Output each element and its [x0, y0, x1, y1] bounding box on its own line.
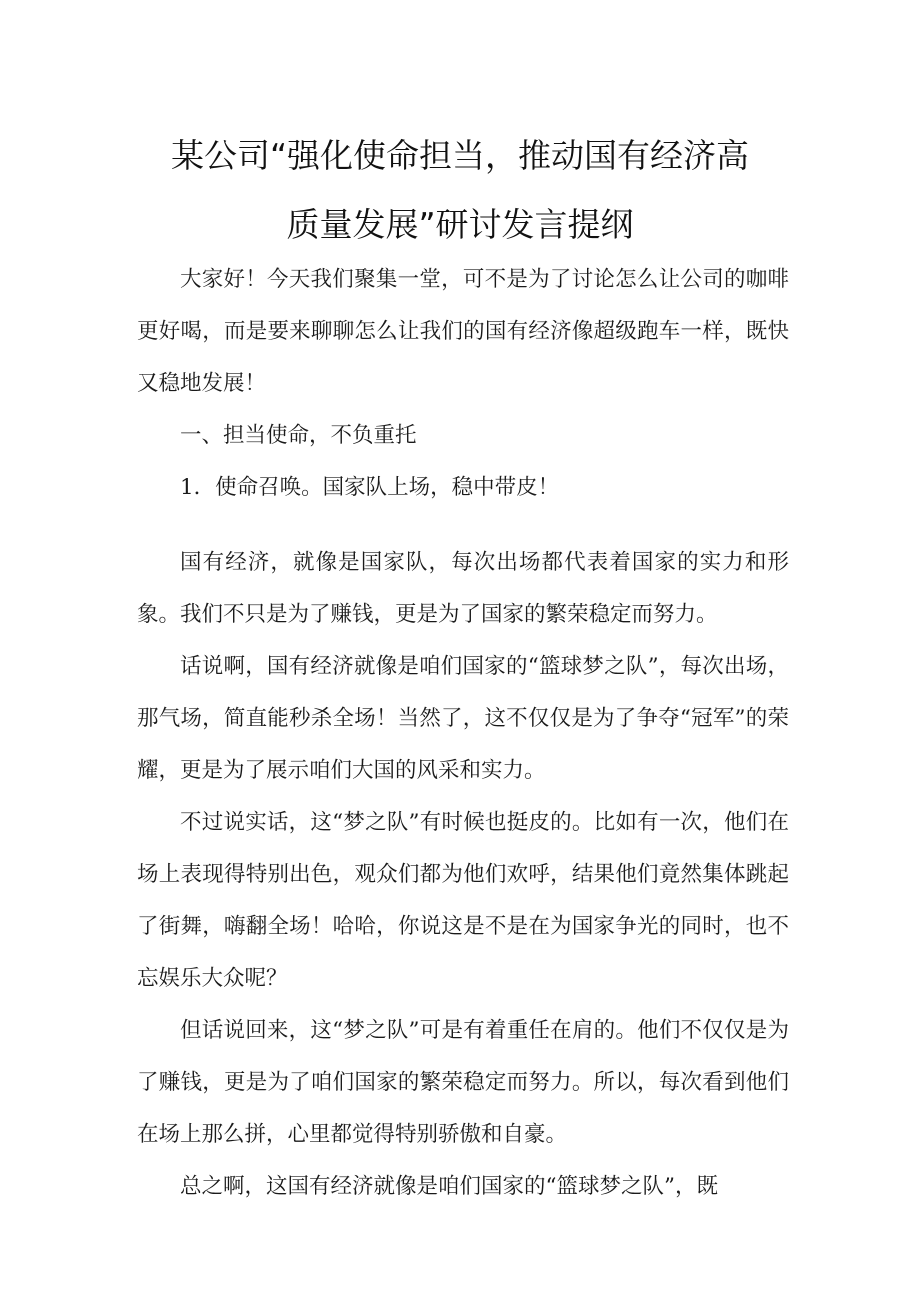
section-heading-1: 一、担当使命，不负重托: [180, 423, 417, 448]
paragraph: 但话说回来，这“梦之队”可是有着重任在肩的。他们不仅仅是为了赚钱，更是为了咱们国家的繁荣稳定而努力。所以，每次看到他们在场上那么拼，心里都觉得特别骄傲和自豪。: [137, 1018, 789, 1147]
paragraph: 不过说实话，这“梦之队”有时候也挺皮的。比如有一次，他们在场上表现得特别出色，观众们都为他们欢呼，结果他们竟然集体跳起了街舞，嗨翻全场！哈哈，你说这是不是在为国家争光的同时，也不忘娱乐大众呢？: [137, 810, 789, 991]
paragraph-greeting: 大家好！今天我们聚集一堂，可不是为了讨论怎么让公司的咖啡更好喝，而是要来聊聊怎么让我们的国有经济像超级跑车一样，既快又稳地发展！: [137, 267, 789, 396]
paragraph: 总之啊，这国有经济就像是咱们国家的“篮球梦之队”，既: [180, 1174, 718, 1199]
paragraph: 国有经济，就像是国家队，每次出场都代表着国家的实力和形象。我们不只是为了赚钱，更是为了国家的繁荣稳定而努力。: [137, 550, 789, 627]
document-title-line-1: 某公司“强化使命担当，推动国有经济高: [170, 136, 750, 175]
paragraph: 话说啊，国有经济就像是咱们国家的“篮球梦之队”，每次出场，那气场，简直能秒杀全场！当然了，这不仅仅是为了争夺“冠军”的荣耀，更是为了展示咱们大国的风采和实力。: [137, 654, 789, 783]
document-title-line-2: 质量发展”研讨发言提纲: [286, 205, 634, 244]
document-body: [137, 254, 789, 1213]
subheading-1: 1．使命召唤。国家队上场，稳中带皮！: [180, 475, 560, 500]
